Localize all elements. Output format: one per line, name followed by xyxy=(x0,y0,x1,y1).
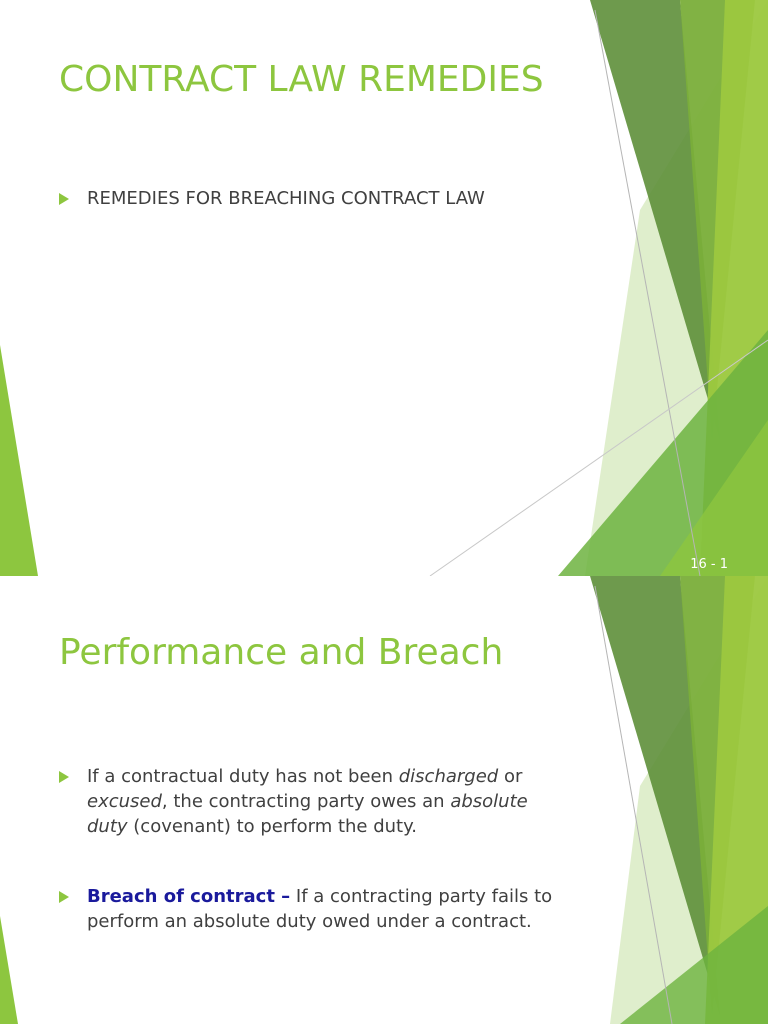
italic-term-discharged: discharged xyxy=(398,766,499,787)
left-accent-triangle xyxy=(0,345,38,576)
bullet-text xyxy=(87,764,562,839)
text-segment: If a contractual duty has not been xyxy=(87,766,399,787)
slide-2-bullet-duty xyxy=(59,764,562,839)
italic-term-absolute-duty: absolute duty xyxy=(87,791,528,837)
bullet-text xyxy=(87,884,562,934)
slide-1-title: CONTRACT LAW REMEDIES xyxy=(59,59,544,100)
text-segment: (covenant) to perform the duty. xyxy=(127,816,417,837)
breach-definition: If a contracting party fails to perform an absolute duty owed under a contract. xyxy=(87,886,553,932)
bullet-arrow-icon xyxy=(59,771,69,783)
bullet-arrow-icon xyxy=(59,193,69,205)
page-number: 16 - 1 xyxy=(690,557,728,572)
slide-2 xyxy=(0,576,768,1024)
slide-1-bullet xyxy=(59,186,562,211)
bullet-text: REMEDIES FOR BREACHING CONTRACT LAW xyxy=(87,188,485,209)
italic-term-excused: excused xyxy=(87,791,162,812)
left-accent-triangle xyxy=(0,916,18,1024)
text-segment: or xyxy=(498,766,523,787)
bullet-arrow-icon xyxy=(59,891,69,903)
breach-of-contract-term: Breach of contract – xyxy=(87,886,291,907)
slide-2-title: Performance and Breach xyxy=(59,632,504,673)
text-segment: , the contracting party owes an xyxy=(161,791,451,812)
slide-2-bullet-breach xyxy=(59,884,562,934)
